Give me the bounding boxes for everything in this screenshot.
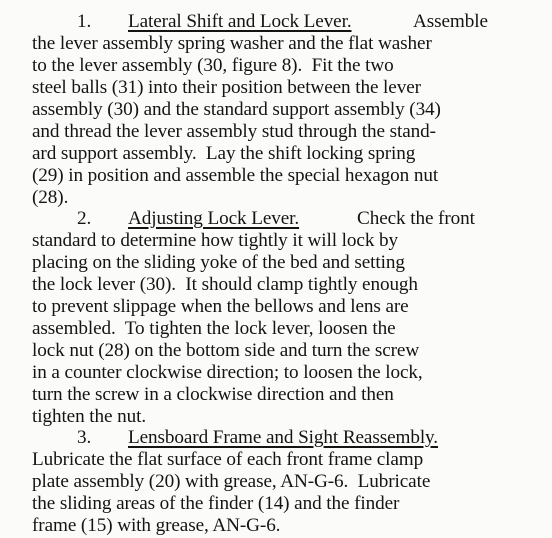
text-line: and thread the lever assembly stud through the stand- bbox=[32, 121, 436, 142]
text-line: standard to determine how tightly it will lock by bbox=[32, 230, 398, 251]
text-line: turn the screw in a clockwise direction and then bbox=[32, 384, 394, 405]
text-line: the sliding areas of the finder (14) and the finder bbox=[32, 493, 400, 514]
text-line: assembly (30) and the standard support assembly (34) bbox=[32, 99, 441, 120]
section-heading: Lensboard Frame and Sight Reassembly. bbox=[128, 427, 438, 448]
text-line: the lever assembly spring washer and the flat washer bbox=[32, 33, 432, 54]
text-line: steel balls (31) into their position between the lever bbox=[32, 77, 421, 98]
text-line: assembled. To tighten the lock lever, loosen the bbox=[32, 318, 396, 339]
text-line: placing on the sliding yoke of the bed and setting bbox=[32, 252, 405, 273]
text-line: to prevent slippage when the bellows and lens are bbox=[32, 296, 409, 317]
text-line: in a counter clockwise direction; to loosen the lock, bbox=[32, 362, 423, 383]
section-text: Check the front bbox=[357, 208, 475, 229]
text-line: lock nut (28) on the bottom side and turn the screw bbox=[32, 340, 420, 361]
section-number: 2. bbox=[77, 208, 92, 229]
section-text: Assemble bbox=[413, 11, 488, 32]
text-line: to the lever assembly (30, figure 8). Fit the two bbox=[32, 55, 394, 76]
text-line: plate assembly (20) with grease, AN-G-6. Lubricate bbox=[32, 471, 431, 492]
section-heading: Adjusting Lock Lever. bbox=[128, 208, 300, 229]
text-line: Lubricate the flat surface of each front frame clamp bbox=[32, 449, 424, 470]
text-line: (29) in position and assemble the special hexagon nut bbox=[32, 165, 439, 186]
text-line: the lock lever (30). It should clamp tightly enough bbox=[32, 274, 418, 295]
text-line: frame (15) with grease, AN-G-6. bbox=[32, 515, 281, 536]
text-line: tighten the nut. bbox=[32, 406, 147, 427]
text-line: (28). bbox=[32, 187, 69, 208]
section-heading: Lateral Shift and Lock Lever. bbox=[128, 11, 352, 32]
text-line: ard support assembly. Lay the shift locking spring bbox=[32, 143, 416, 164]
section-number: 3. bbox=[77, 427, 92, 448]
section-number: 1. bbox=[77, 11, 92, 32]
